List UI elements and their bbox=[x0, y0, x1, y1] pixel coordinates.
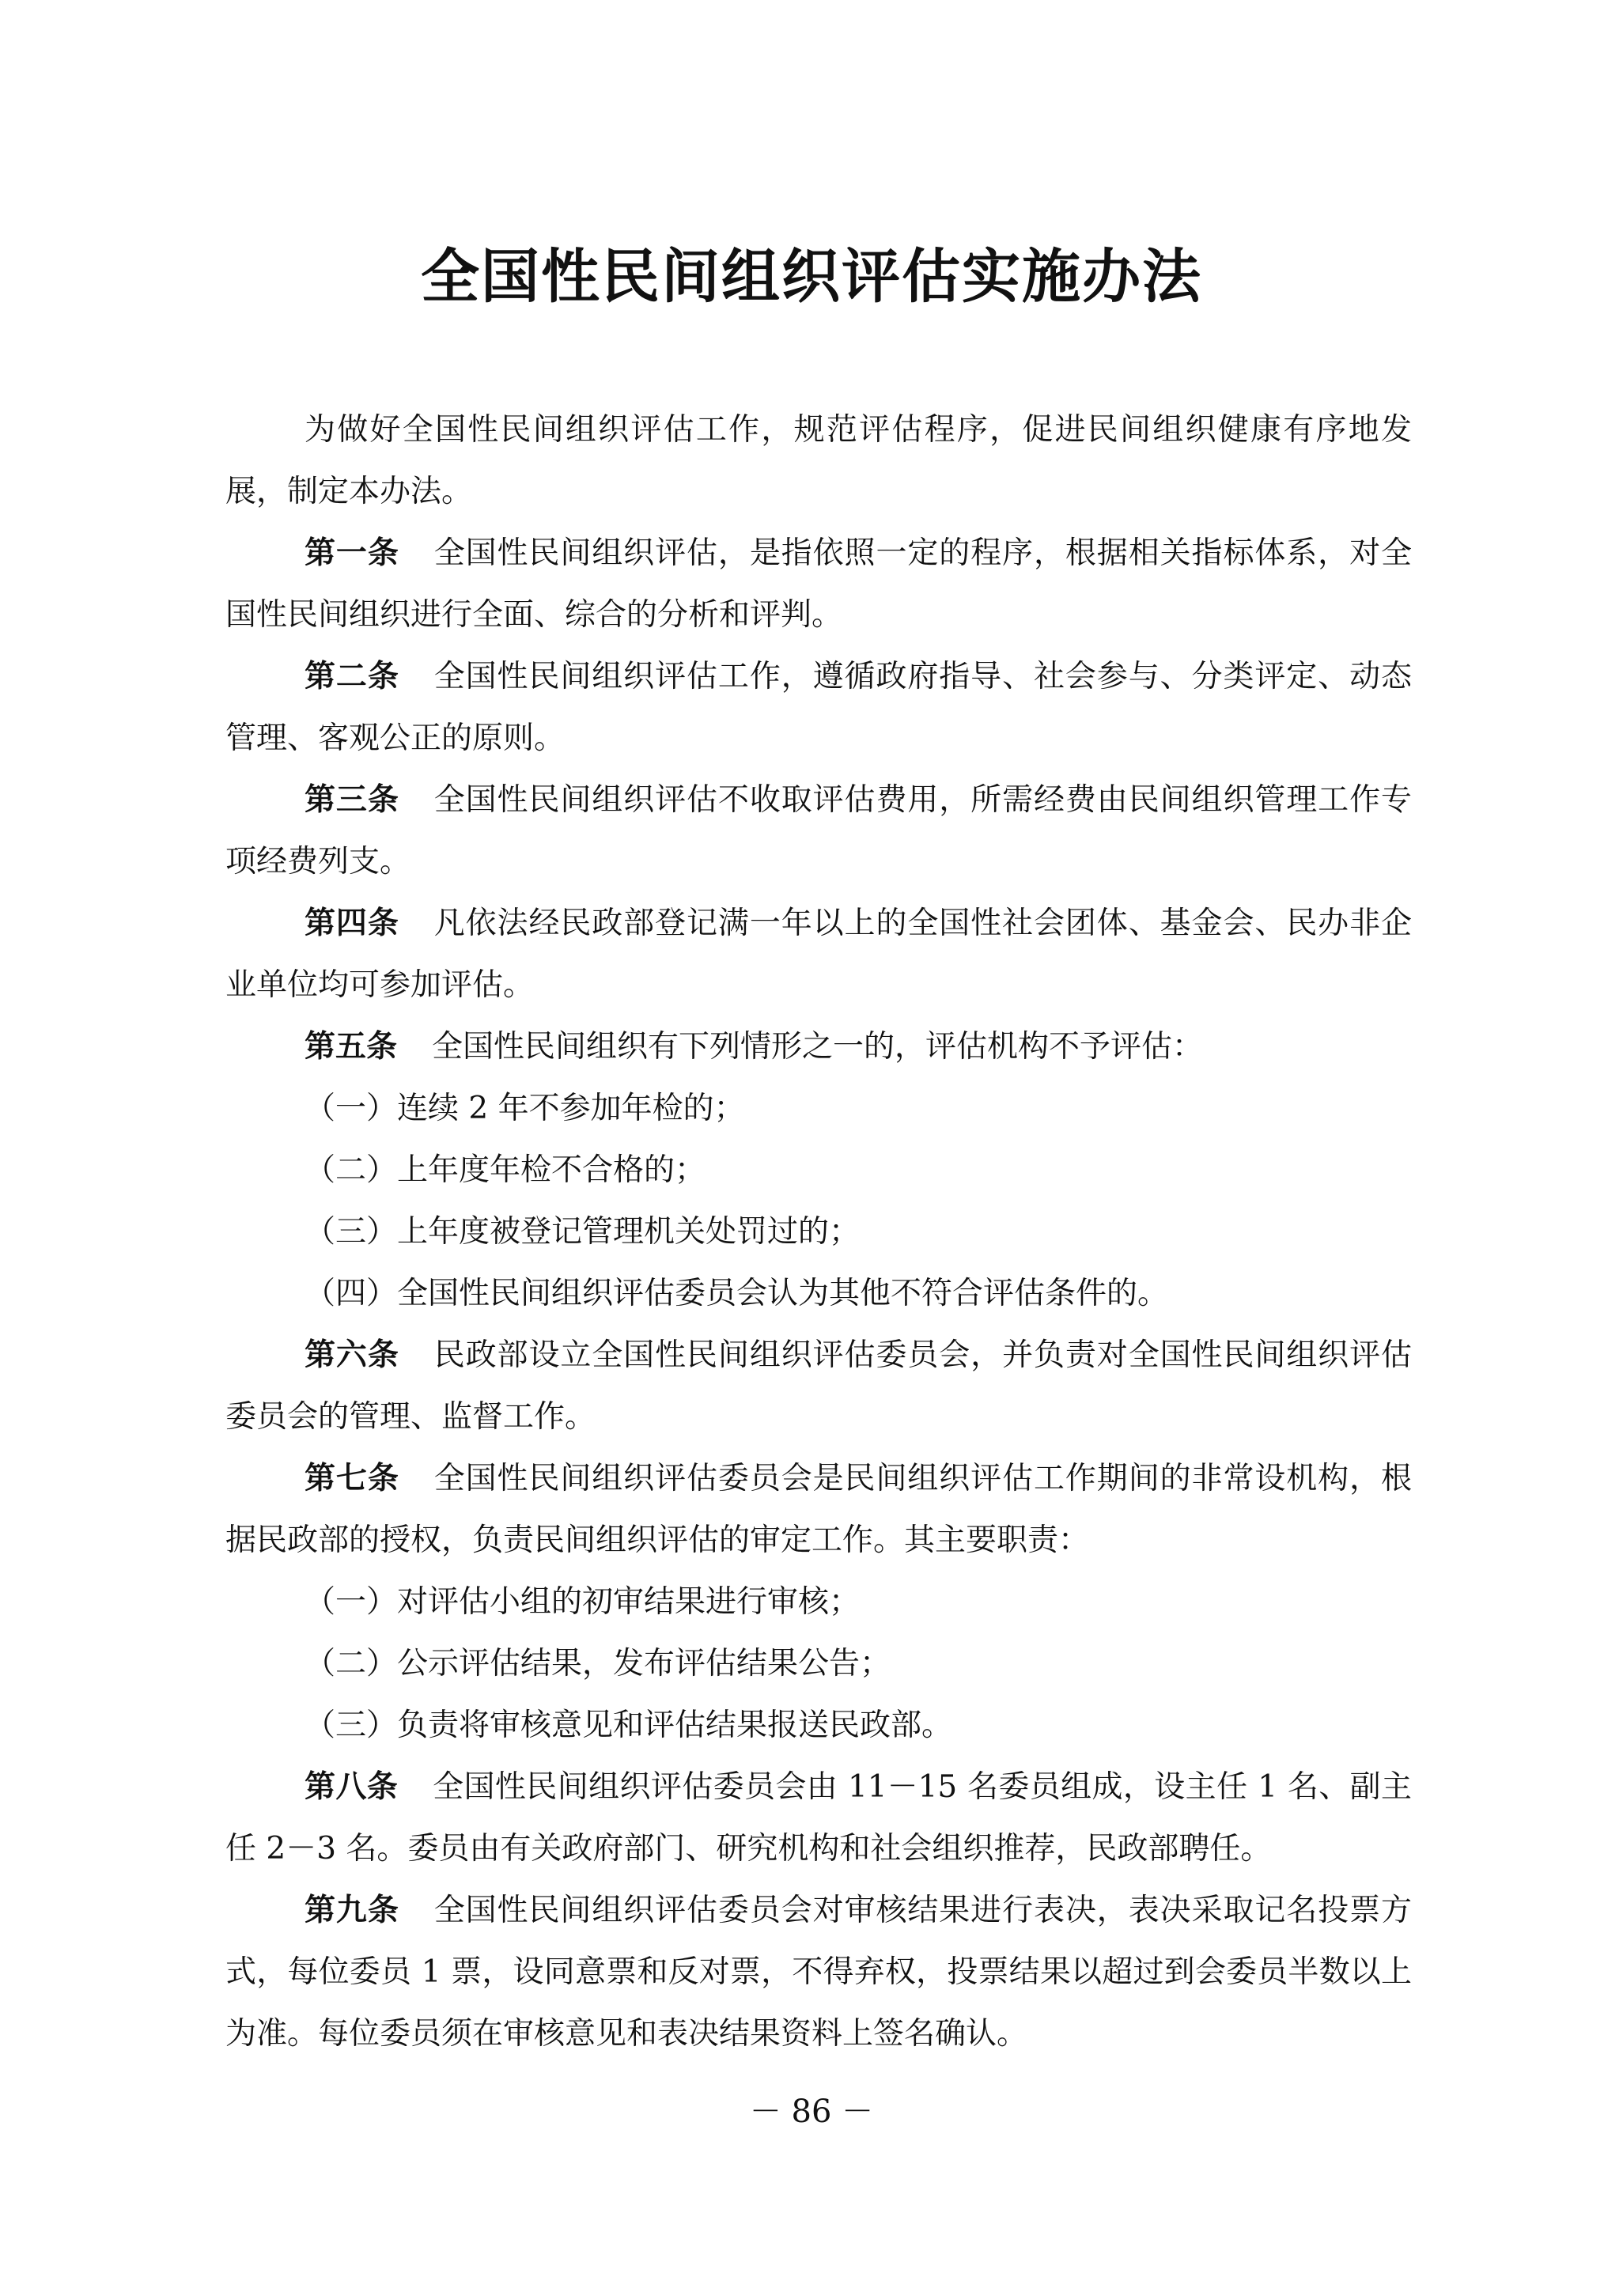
article-6 bbox=[225, 1325, 1412, 1448]
list-item: （二）公示评估结果，发布评估结果公告； bbox=[305, 1646, 891, 1681]
page-number: － 86 － bbox=[749, 2094, 874, 2130]
article-text: 全国性民间组织评估委员会对审核结果进行表决，表决采取记名投票方式，每位委员 1 票，设同意票和反对票，不得弃权，投票结果以超过到会委员半数以上为准。每位委员须在审核意见和表决结果资料上签名确认。 bbox=[225, 1893, 1412, 2052]
article-5 bbox=[225, 1016, 1412, 1078]
article-2 bbox=[225, 646, 1412, 770]
article-label: 第一条 bbox=[305, 535, 399, 571]
list-item: （四）全国性民间组织评估委员会认为其他不符合评估条件的。 bbox=[305, 1276, 1169, 1311]
list-item: （二）上年度年检不合格的； bbox=[305, 1152, 706, 1188]
article-3 bbox=[225, 770, 1412, 893]
article-text: 民政部设立全国性民间组织评估委员会，并负责对全国性民间组织评估委员会的管理、监督工作。 bbox=[225, 1337, 1412, 1435]
article-label: 第七条 bbox=[305, 1461, 399, 1496]
article-label: 第九条 bbox=[305, 1893, 399, 1928]
article-text: 全国性民间组织评估，是指依照一定的程序，根据相关指标体系，对全国性民间组织进行全面、综合的分析和评判。 bbox=[225, 535, 1412, 633]
article-text: 全国性民间组织评估委员会由 11－15 名委员组成，设主任 1 名、副主任 2－3 名。委员由有关政府部门、研究机构和社会组织推荐，民政部聘任。 bbox=[225, 1769, 1412, 1867]
preamble: 为做好全国性民间组织评估工作，规范评估程序，促进民间组织健康有序地发展，制定本办法。 bbox=[225, 412, 1412, 509]
article-label: 第三条 bbox=[305, 782, 399, 818]
article-text: 全国性民间组织评估不收取评估费用，所需经费由民间组织管理工作专项经费列支。 bbox=[225, 782, 1412, 879]
article-label: 第六条 bbox=[305, 1337, 399, 1373]
article-label: 第二条 bbox=[305, 659, 399, 694]
article-text: 全国性民间组织评估委员会是民间组织评估工作期间的非常设机构，根据民政部的授权，负责民间组织评估的审定工作。其主要职责： bbox=[225, 1461, 1412, 1558]
article-text: 全国性民间组织有下列情形之一的，评估机构不予评估： bbox=[432, 1029, 1204, 1065]
article-text: 全国性民间组织评估工作，遵循政府指导、社会参与、分类评定、动态管理、客观公正的原则。 bbox=[225, 659, 1412, 756]
article-text: 凡依法经民政部登记满一年以上的全国性社会团体、基金会、民办非企业单位均可参加评估。 bbox=[225, 906, 1412, 1003]
article-label: 第四条 bbox=[305, 906, 399, 941]
article-label: 第八条 bbox=[305, 1769, 399, 1805]
article-1 bbox=[225, 523, 1412, 646]
article-4 bbox=[225, 893, 1412, 1016]
list-item: （三）上年度被登记管理机关处罚过的； bbox=[305, 1214, 861, 1250]
document-title: 全国性民间组织评估实施办法 bbox=[421, 243, 1202, 311]
list-item: （三）负责将审核意见和评估结果报送民政部。 bbox=[305, 1708, 953, 1743]
list-item: （一）对评估小组的初审结果进行审核； bbox=[305, 1584, 861, 1620]
article-8 bbox=[225, 1757, 1412, 1880]
article-9 bbox=[225, 1880, 1412, 2065]
list-item: （一）连续 2 年不参加年检的； bbox=[305, 1091, 745, 1126]
article-7 bbox=[225, 1448, 1412, 1572]
article-label: 第五条 bbox=[305, 1029, 398, 1065]
document-body bbox=[225, 399, 1412, 2065]
